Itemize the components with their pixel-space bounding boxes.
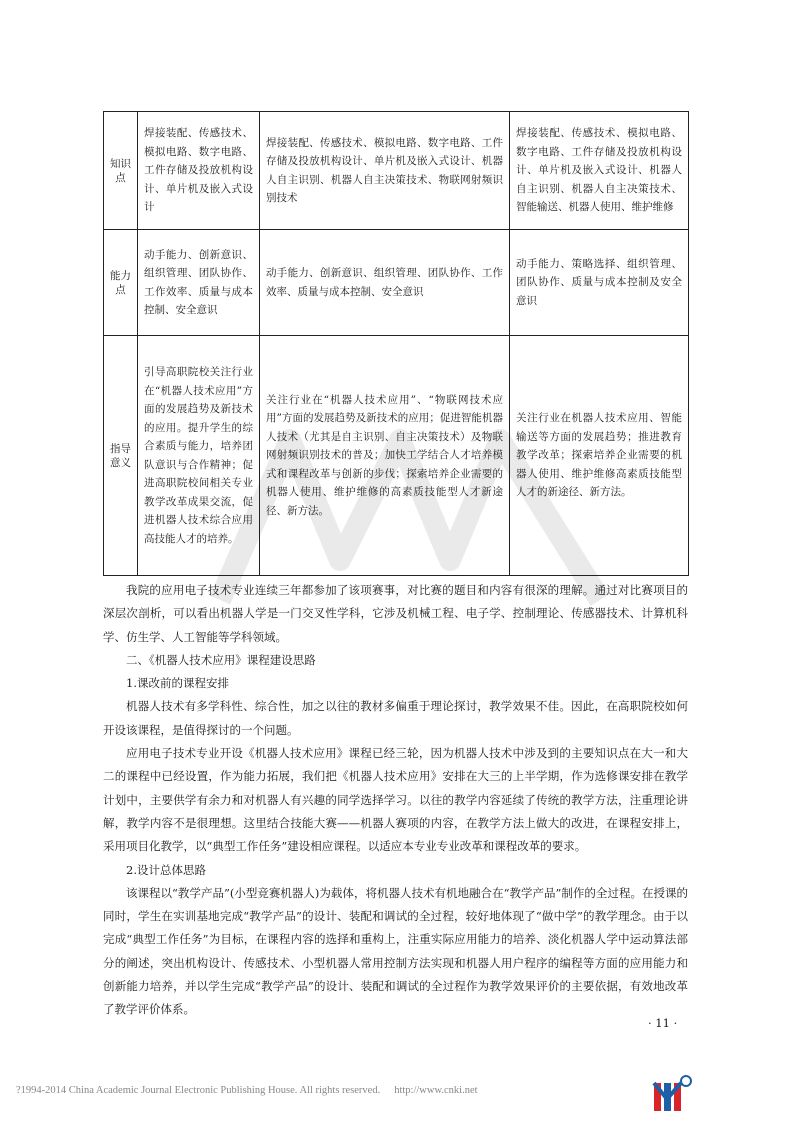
subsection-title: 2.设计总体思路 xyxy=(126,862,206,877)
table-cell: 动手能力、创新意识、组织管理、团队协作、工作效率、质量与成本控制、安全意识 xyxy=(138,230,260,336)
table-row xyxy=(104,336,689,576)
table-cell: 引导高职院校关注行业在“机器人技术应用”方面的发展趋势及新技术的应用。提升学生的综合素质与能力，培养团队意识与合作精神；促进高职院校间相关专业教学改革成果交流，促进机器人技术综合应用高技能人才的培养。 xyxy=(138,336,260,576)
section-title: 二、《机器人技术应用》课程建设思路 xyxy=(126,652,316,667)
table-cell: 动手能力、策略选择、组织管理、团队协作、质量与成本控制及安全意识 xyxy=(510,230,689,336)
table-cell: 焊接装配、传感技术、模拟电路、数字电路、工件存储及投放机构设计、单片机及嵌入式设计 xyxy=(138,112,260,230)
table-cell: 焊接装配、传感技术、模拟电路、数字电路、工件存储及投放机构设计、单片机及嵌入式设计、机器人自主识别、机器人自主决策技术、物联网射频识别技术 xyxy=(260,112,510,230)
row-header-ability: 能力点 xyxy=(104,230,138,336)
paragraph: 我院的应用电子技术专业连续三年都参加了该项赛事，对比赛的题目和内容有很深的理解。通过对比赛项目的深层次剖析，可以看出机器人学是一门交叉性学科，它涉及机械工程、电子学、控制理论、传感器技术、计算机科学、仿生学、人工智能等学科领域。 xyxy=(103,583,688,644)
page-number: · 11 · xyxy=(648,1016,678,1030)
paragraph: 该课程以“教学产品”(小型竞赛机器人)为载体，将机器人技术有机地融合在“教学产品”制作的全过程。在授课的同时，学生在实训基地完成“教学产品”的设计、装配和调试的全过程，较好地体现了“做中学”的教学理念。由于以完成“典型工作任务”为目标，在课程内容的选择和重构上，注重实际应用能力的培养、淡化机器人学中运动算法部分的阐述，突出机构设计、传感技术、小型机器人常用控制方法实现和机器人用户程序的编程等方面的应用能力和创新能力培养，并以学生完成“教学产品”的设计、装配和调试的全过程作为教学效果评价的主要依据，有效地改革了教学评价体系。 xyxy=(103,885,688,1017)
footer-link[interactable]: http://www.cnki.net xyxy=(394,1085,478,1096)
paragraph: 机器人技术有多学科性、综合性，加之以往的教材多偏重于理论探讨，教学效果不佳。因此，在高职院校如何开设该课程，是值得探讨的一个问题。 xyxy=(103,699,688,737)
table-cell: 关注行业在“机器人技术应用”、“物联网技术应用”方面的发展趋势及新技术的应用；促进智能机器人技术（尤其是自主识别、自主决策技术）及物联网射频识别技术的普及；加快工学结合人才培养模式和课程改革与创新的步伐；探索培养企业需要的机器人使用、维护维修的高素质技能型人才新途径、新方法。 xyxy=(260,336,510,576)
paragraph: 应用电子技术专业开设《机器人技术应用》课程已经三轮，因为机器人技术中涉及到的主要知识点在大一和大二的课程中已经设置，作为能力拓展，我们把《机器人技术应用》安排在大三的上半学期，作为选修课安排在教学计划中，主要供学有余力和对机器人有兴趣的同学选择学习。以往的教学内容延续了传统的教学方法，注重理论讲解，教学内容不是很理想。这里结合技能大赛——机器人赛项的内容，在教学方法上做大的改进，在课程安排上，采用项目化教学，以“典型工作任务”建设相应课程。以适应本专业专业改革和课程改革的要求。 xyxy=(103,746,688,854)
table-cell: 动手能力、创新意识、组织管理、团队协作、工作效率、质量与成本控制、安全意识 xyxy=(260,230,510,336)
table-cell: 焊接装配、传感技术、模拟电路、数字电路、工件存储及投放机构设计、单片机及嵌入式设计、机器人自主识别、机器人自主决策技术、智能输送、机器人使用、维护维修 xyxy=(510,112,689,230)
table-cell: 关注行业在机器人技术应用、智能输送等方面的发展趋势；推进教育教学改革；探索培养企业需要的机器人使用、维护维修高素质技能型人才的新途径、新方法。 xyxy=(510,336,689,576)
cnki-logo-icon xyxy=(652,1073,692,1113)
table-row xyxy=(104,112,689,230)
footer xyxy=(16,1085,478,1096)
row-header-guidance: 指导意义 xyxy=(104,336,138,576)
article-body xyxy=(103,579,688,1022)
table-row xyxy=(104,230,689,336)
competition-comparison-table xyxy=(103,111,689,576)
row-header-knowledge: 知识点 xyxy=(104,112,138,230)
subsection-title: 1.课改前的课程安排 xyxy=(126,676,229,691)
copyright-text: ?1994-2014 China Academic Journal Electronic Publishing House. All rights reserved. xyxy=(16,1085,381,1096)
